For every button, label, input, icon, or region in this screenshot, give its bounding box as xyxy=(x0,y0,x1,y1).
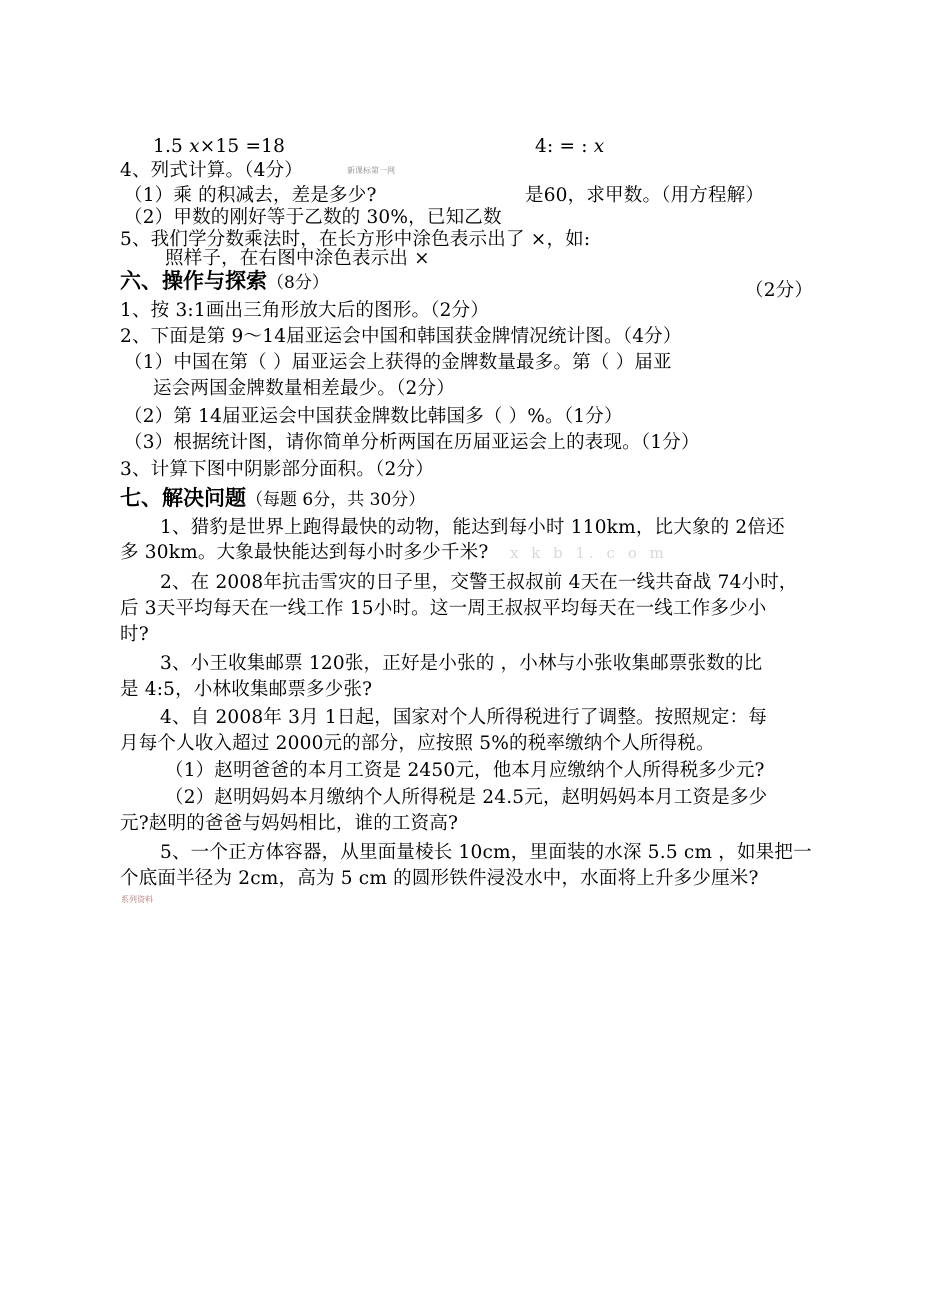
problem-1-line-b: 多 30km。大象最快能达到每小时多少千米? xyxy=(120,542,489,563)
problem-2-line-a: 2、在 2008年抗击雪灾的日子里，交警王叔叔前 4天在一线共奋战 74小时， xyxy=(160,572,798,593)
problem-4-line-c: （1）赵明爸爸的本月工资是 2450元，他本月应缴纳个人所得税多少元? xyxy=(165,760,765,781)
section-6-question-2-3: （3）根据统计图，请你简单分析两国在历届亚运会上的表现。（1分） xyxy=(124,432,700,453)
problem-2-line-c: 时? xyxy=(120,624,149,645)
problem-5-line-b: 个底面半径为 2cm，高为 5 cm 的圆形铁件浸没水中，水面将上升多少厘米? xyxy=(120,868,759,889)
section-6-question-2: 2、下面是第 9～14届亚运会中国和韩国获金牌情况统计图。（4分） xyxy=(120,326,682,347)
problem-4-line-b: 月每个人收入超过 2000元的部分，应按照 5%的税率缴纳个人所得税。 xyxy=(120,733,715,754)
question-5-line-1: 5、我们学分数乘法时，在长方形中涂色表示出了 ×，如: xyxy=(120,229,591,250)
section-6-score-right: （2分） xyxy=(745,280,814,301)
section-6-question-2-1a: （1）中国在第（ ）届亚运会上获得的金牌数量最多。第（ ）届亚 xyxy=(124,352,672,373)
question-4-1-right: 是60，求甲数。（用方程解） xyxy=(525,185,765,206)
section-6-question-2-1b: 运会两国金牌数量相差最少。（2分） xyxy=(153,378,455,399)
problem-4-line-d: （2）赵明妈妈本月缴纳个人所得税是 24.5元，赵明妈妈本月工资是多少 xyxy=(165,787,768,808)
section-6-heading: 六、操作与探索（8分） xyxy=(120,269,329,293)
equation-1: 1.5 x×15 =18 xyxy=(153,136,286,157)
section-7-heading: 七、解决问题（每题 6分，共 30分） xyxy=(120,486,426,510)
question-4-title: 4、列式计算。（4分） xyxy=(120,160,303,181)
equation-2: 4: = : x xyxy=(535,136,605,157)
problem-3-line-a: 3、小王收集邮票 120张，正好是小张的 ，小林与小张收集邮票张数的比 xyxy=(160,653,763,674)
problem-3-line-b: 是 4:5，小林收集邮票多少张? xyxy=(120,679,373,700)
watermark-top: 新课标第一网 xyxy=(347,166,395,175)
question-4-1: （1）乘 的积减去，差是多少? xyxy=(124,185,377,206)
section-6-question-2-2: （2）第 14届亚运会中国获金牌数比韩国多（ ）%。（1分） xyxy=(124,406,623,427)
problem-4-line-a: 4、自 2008年 3月 1日起，国家对个人所得税进行了调整。按照规定：每 xyxy=(160,707,767,728)
section-6-question-3: 3、计算下图中阴影部分面积。（2分） xyxy=(120,459,434,480)
section-6-note: （8分） xyxy=(267,273,329,293)
watermark-middle: x k b 1. c o m xyxy=(510,544,668,562)
problem-4-line-e: 元?赵明的爸爸与妈妈相比，谁的工资高? xyxy=(120,813,459,834)
watermark-footer: 系列资料 xyxy=(121,895,153,904)
problem-2-line-b: 后 3天平均每天在一线工作 15小时。这一周王叔叔平均每天在一线工作多少小 xyxy=(120,598,767,619)
problem-5-line-a: 5、一个正方体容器，从里面量棱长 10cm，里面装的水深 5.5 cm ，如果把一 xyxy=(160,842,812,863)
question-5-line-2: 照样子，在右图中涂色表示出 × xyxy=(165,248,430,269)
section-6-question-1: 1、按 3:1画出三角形放大后的图形。（2分） xyxy=(120,300,490,321)
problem-1-line-a: 1、猎豹是世界上跑得最快的动物，能达到每小时 110km，比大象的 2倍还 xyxy=(160,517,785,538)
section-7-note: （每题 6分，共 30分） xyxy=(246,490,426,510)
question-4-2: （2）甲数的刚好等于乙数的 30%，已知乙数 xyxy=(124,207,502,228)
